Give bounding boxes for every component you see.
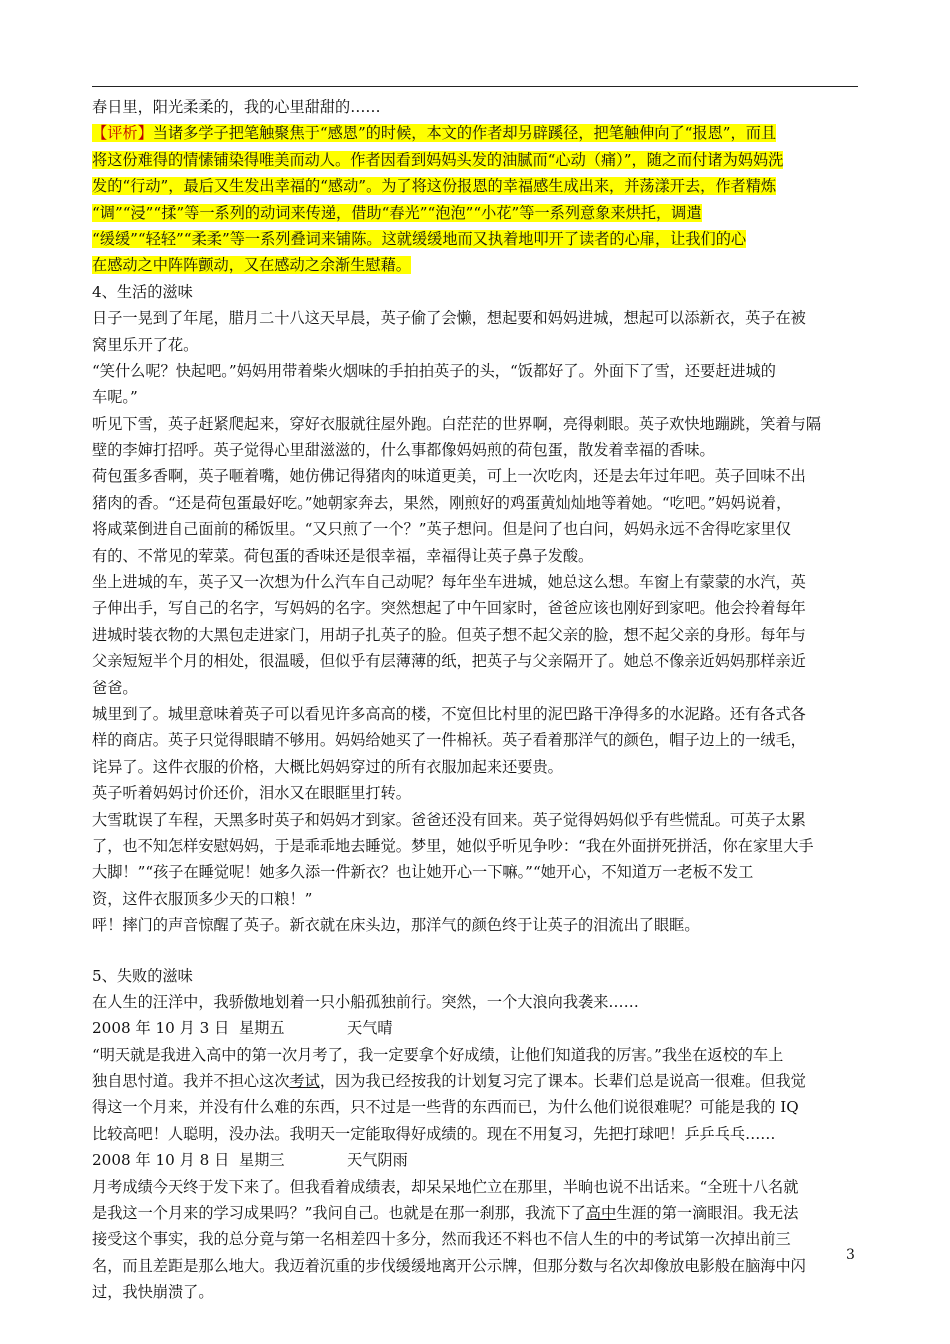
text-line: 猪肉的香。“还是荷包蛋最好吃。”她朝家奔去，果然，刚煎好的鸡蛋黄灿灿地等着她。“吃吧。”妈妈说着，	[92, 493, 792, 512]
intro-line: 春日里，阳光柔柔的，我的心里甜甜的……	[92, 98, 381, 116]
text-line: 子伸出手，写自己的名字，写妈妈的名字。突然想起了中午回家时，爸爸应该也刚好到家吧。他会拎着每年	[92, 599, 806, 618]
text-line: 爸爸。	[92, 678, 138, 697]
text-line: 坐上进城的车，英子又一次想为什么汽车自己动呢？每年坐车进城，她总这么想。车窗上有蒙蒙的水汽，英	[92, 573, 806, 592]
text-line: 了，也不知怎样安慰妈妈，于是乖乖地去睡觉。梦里，她似乎听见争吵：“我在外面拼死拼活，你在家里大手	[92, 836, 814, 855]
text-line	[92, 1068, 860, 1094]
comment-line: “缓缓”“轻轻”“柔柔”等一系列叠词来铺陈。这就缓缓地而又执着地叩开了读者的心扉，让我们的心	[92, 229, 747, 248]
text-line: 荷包蛋多香啊，英子咂着嘴，她仿佛记得猪肉的味道更美，可上一次吃肉，还是去年过年吧。英子回味不出	[92, 467, 806, 486]
comment-block	[92, 120, 860, 278]
gaozhong-link[interactable]: 高中	[585, 1204, 617, 1223]
text-line: 英子听着妈妈讨价还价，泪水又在眼眶里打转。	[92, 784, 411, 803]
text-line: 得这一个月来，并没有什么难的东西，只不过是一些背的东西而已，为什么他们说很难呢？可能是我的 IQ	[92, 1098, 799, 1117]
text-span: ，因为我已经按我的计划复习完了课本。长辈们总是说高一很难。但我觉	[319, 1072, 806, 1091]
text-line: 车呢。”	[92, 388, 138, 407]
section-heading: 4、生活的滋味	[92, 282, 193, 301]
header-rule	[92, 86, 858, 87]
text-line: 名，而且差距是那么地大。我迈着沉重的步伐缓缓地离开公示牌，但那分数与名次却像放电影般在脑海中闪	[92, 1256, 806, 1275]
comment-tag: 【评析】	[92, 124, 153, 143]
text-line: 听见下雪，英子赶紧爬起来，穿好衣服就往屋外跑。白茫茫的世界啊，亮得刺眼。英子欢快地蹦跳，笑着与隔	[92, 414, 821, 433]
text-line: 月考成绩今天终于发下来了。但我看着成绩表，却呆呆地伫立在那里，半晌也说不出话来。“全班十八名就	[92, 1177, 799, 1196]
text-line: 诧异了。这件衣服的价格，大概比妈妈穿过的所有衣服加起来还要贵。	[92, 757, 563, 776]
text-line: 比较高吧！人聪明，没办法。我明天一定能取得好成绩的。现在不用复习，先把打球吧！乒乒乓乓……	[92, 1124, 776, 1143]
text-line: 呯！摔门的声音惊醒了英子。新衣就在床头边，那洋气的颜色终于让英子的泪流出了眼眶。	[92, 916, 700, 935]
section5-body	[92, 989, 860, 1306]
comment-line: “调”“浸”“揉”等一系列的动词来传递，借助“春光”“泡泡”“小花”等一系列意象来烘托，调遣	[92, 203, 702, 222]
text-span: 是我这一个月来的学习成果吗？”我问自己。也就是在那一刹那，我流下了	[92, 1204, 586, 1223]
text-line	[92, 1200, 860, 1226]
text-line: 将咸菜倒进自己面前的稀饭里。“又只煎了一个？”英子想问。但是问了也白问，妈妈永远不舍得吃家里仅	[92, 520, 791, 539]
diary-dateline	[92, 1015, 860, 1041]
diary-weekday: 星期五	[239, 1019, 285, 1038]
text-line: “笑什么呢？快起吧。”妈妈用带着柴火烟味的手拍拍英子的头，“饭都好了。外面下了雪，还要赶进城的	[92, 361, 776, 380]
diary-weekday: 星期三	[239, 1151, 285, 1170]
text-line: 城里到了。城里意味着英子可以看见许多高高的楼，不宽但比村里的泥巴路干净得多的水泥路。还有各式各	[92, 704, 806, 723]
text-line: 日子一晃到了年尾，腊月二十八这天早晨，英子偷了会懒，想起要和妈妈进城，想起可以添新衣，英子在被	[92, 309, 806, 328]
comment-line: 在感动之中阵阵颤动，又在感动之余渐生慰藉。	[92, 256, 411, 275]
text-line: 进城时装衣物的大黑包走进家门，用胡子扎英子的脸。但英子想不起父亲的脸，想不起父亲的身形。每年与	[92, 625, 806, 644]
text-line: 在人生的汪洋中，我骄傲地划着一只小船孤独前行。突然，一个大浪向我袭来……	[92, 992, 639, 1011]
diary-dateline	[92, 1147, 860, 1173]
section-heading: 5、失败的滋味	[92, 966, 193, 985]
text-line: “明天就是我进入高中的第一次月考了，我一定要拿个好成绩，让他们知道我的厉害。”我坐在返校的车上	[92, 1045, 784, 1064]
diary-weather: 天气阴雨	[347, 1151, 408, 1170]
comment-line: 将这份难得的情愫铺染得唯美而动人。作者因看到妈妈头发的油腻而“心动（痛）”，随之而付诸为妈妈洗	[92, 150, 784, 169]
text-line: 有的、不常见的荤菜。荷包蛋的香味还是很幸福，幸福得让英子鼻子发酸。	[92, 546, 594, 565]
text-line: 大雪耽误了车程，天黑多时英子和妈妈才到家。爸爸还没有回来。英子觉得妈妈似乎有些慌乱。可英子太累	[92, 810, 806, 829]
text-line: 过，我快崩溃了。	[92, 1283, 214, 1302]
diary-date: 2008 年 10 月 3 日	[92, 1019, 230, 1038]
section4-body	[92, 305, 860, 938]
text-line: 父亲短短半个月的相处，很温暖，但似乎有层薄薄的纸，把英子与父亲隔开了。她总不像亲近妈妈那样亲近	[92, 652, 806, 671]
text-line: 大脚！”“孩子在睡觉呢！她多久添一件新衣？也让她开心一下嘛。”“她开心，不知道万一老板不发工	[92, 863, 754, 882]
text-span: 独自思忖道。我并不担心这次	[92, 1072, 290, 1091]
kaoshi-link[interactable]: 考试	[289, 1072, 320, 1091]
text-line: 接受这个事实，我的总分竟与第一名相差四十多分，然而我还不料也不信人生的中的考试第一次掉出前三	[92, 1230, 791, 1249]
page-number: 3	[846, 1247, 855, 1263]
text-span: 生涯的第一滴眼泪。我无法	[616, 1204, 799, 1223]
text-line: 样的商店。英子只觉得眼睛不够用。妈妈给她买了一件棉袄。英子看着那洋气的颜色，帽子边上的一绒毛，	[92, 731, 806, 750]
comment-line: 发的“行动”，最后又生发出幸福的“感动”。为了将这份报恩的幸福感生成出来，并荡漾开去，作者精炼	[92, 177, 777, 196]
document-body	[92, 94, 860, 1306]
section-gap	[92, 939, 860, 963]
text-line: 壁的李婶打招呼。英子觉得心里甜滋滋的，什么事都像妈妈煎的荷包蛋，散发着幸福的香味。	[92, 441, 715, 460]
diary-date: 2008 年 10 月 8 日	[92, 1151, 230, 1170]
text-line: 窝里乐开了花。	[92, 335, 199, 354]
text-line: 资，这件衣服顶多少天的口粮！”	[92, 889, 313, 908]
comment-line: 当诸多学子把笔触聚焦于“感恩”的时候，本文的作者却另辟蹊径，把笔触伸向了“报恩”，而且	[152, 124, 777, 143]
diary-weather: 天气晴	[347, 1019, 393, 1038]
